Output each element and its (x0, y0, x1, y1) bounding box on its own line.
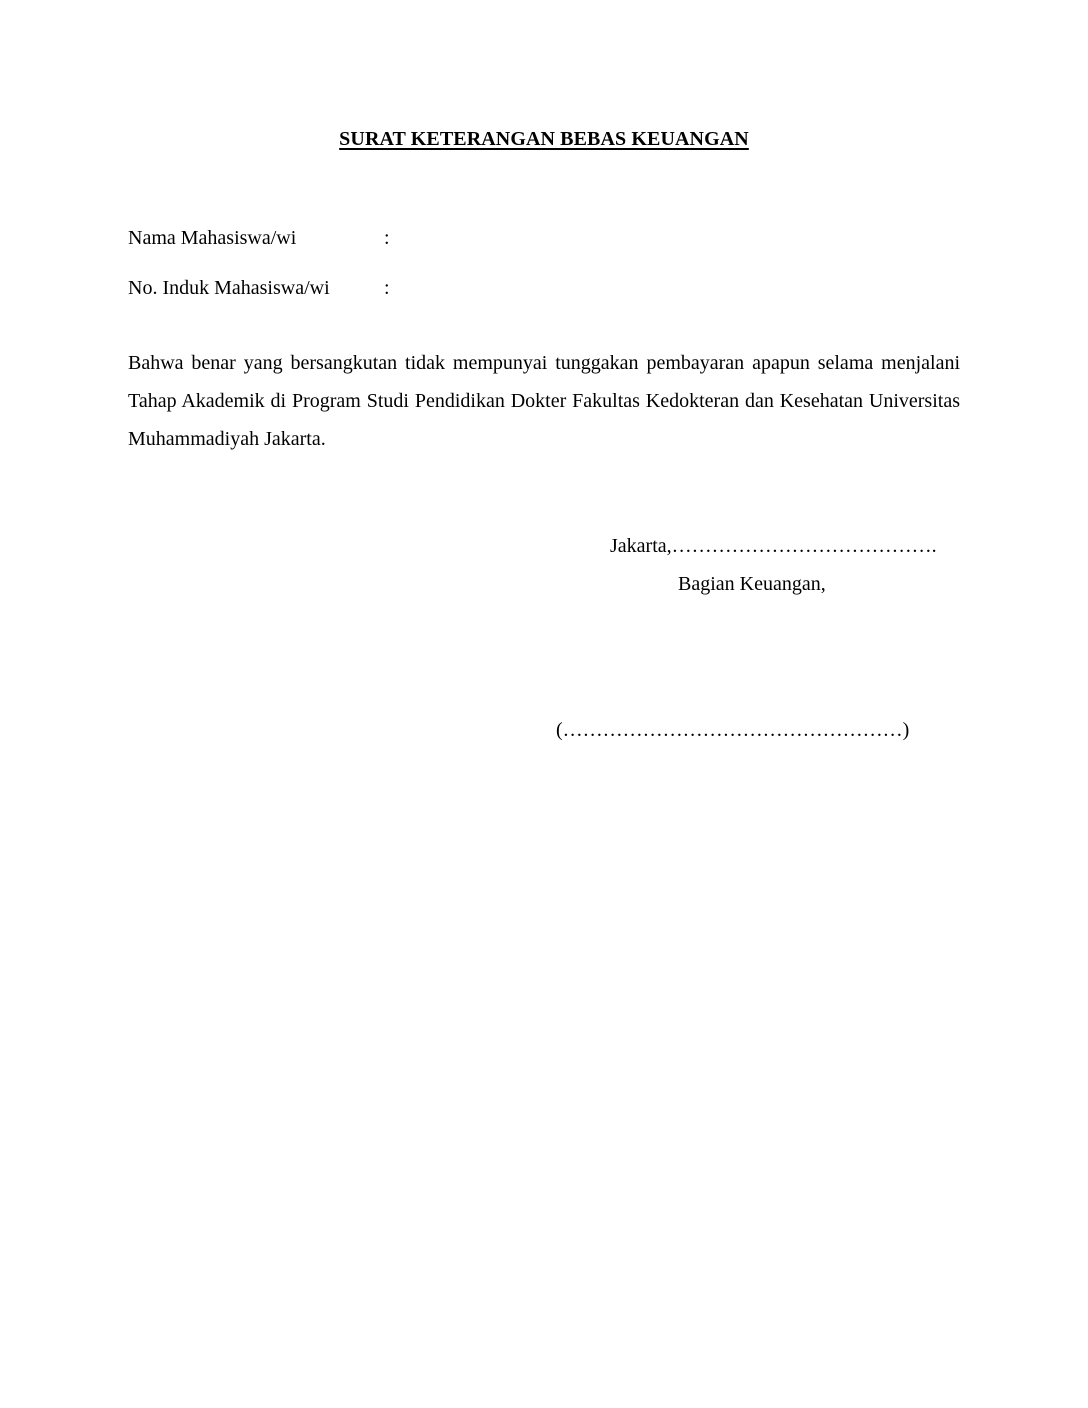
student-name-separator: : (384, 227, 390, 249)
signature-name-placeholder: (……………………………………………) (556, 719, 910, 741)
signer-title: Bagian Keuangan, (678, 573, 826, 595)
student-number-separator: : (384, 277, 390, 299)
place-date-line: Jakarta,…………………………………. (610, 535, 937, 557)
statement-paragraph: Bahwa benar yang bersangkutan tidak mempunyai tunggakan pembayaran apapun selama menjalani Tahap Akademik di Program Studi Pendidikan Dokter Fakultas Kedokteran dan Kesehatan Universitas Muhammadiyah Jakarta. (128, 352, 960, 450)
document-title: SURAT KETERANGAN BEBAS KEUANGAN (339, 128, 749, 150)
student-number-label: No. Induk Mahasiswa/wi (128, 277, 330, 299)
student-name-label: Nama Mahasiswa/wi (128, 227, 297, 249)
